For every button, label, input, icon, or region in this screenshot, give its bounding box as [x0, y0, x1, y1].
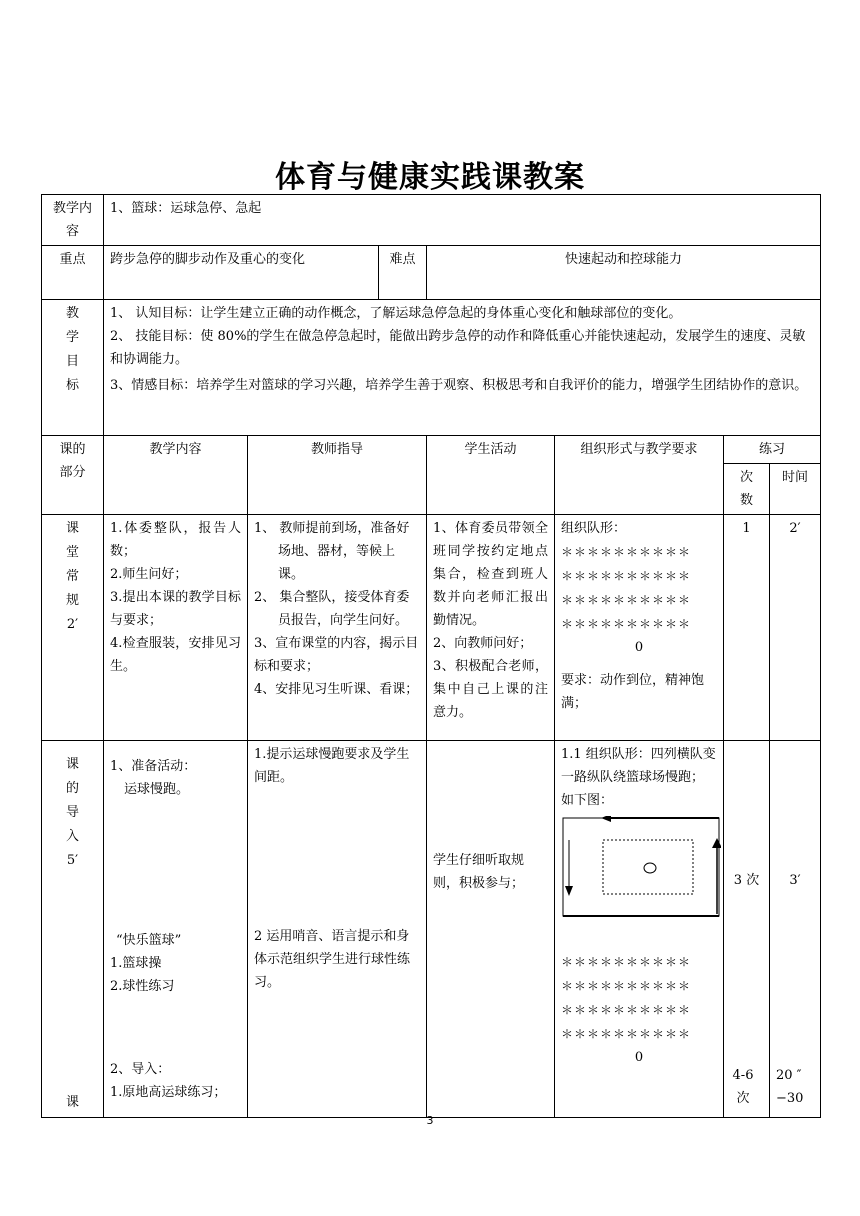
next-section-label: 课: [65, 1095, 79, 1110]
intro-row: [42, 741, 821, 1118]
list-item: 1.篮球操: [110, 956, 162, 971]
list-item: 3.提出本课的教学目标与要求；: [110, 590, 241, 628]
header-content: 教学内容: [104, 436, 248, 515]
count-value: 4-6次: [732, 1068, 754, 1106]
teacher-position-mark: 0: [634, 1050, 644, 1065]
page-number: 3: [426, 1114, 434, 1127]
routine-label: [42, 515, 104, 741]
header-org: 组织形式与教学要求: [555, 436, 724, 515]
requirement-text: 要求：动作到位，精神饱满；: [561, 673, 705, 711]
key-label: 重点: [42, 246, 104, 300]
header-teacher: 教师指导: [248, 436, 427, 515]
formation-row: ＊＊＊＊＊＊＊＊＊＊: [561, 979, 692, 993]
teacher-position-mark: 0: [634, 640, 644, 655]
intro-student: [427, 741, 555, 1118]
header-student: 学生活动: [427, 436, 555, 515]
goals-label: [42, 300, 104, 436]
list-item: 2.球性练习: [110, 979, 175, 994]
center-area: [603, 840, 693, 894]
time-value: 20 ″−30: [776, 1068, 804, 1106]
arrow-head-icon: [565, 886, 573, 896]
diagram-caption: 如下图：: [561, 793, 614, 808]
key-text: 跨步急停的脚步动作及重心的变化: [104, 246, 379, 300]
list-item: 3、宣布课堂的内容，揭示目标和要求；: [254, 636, 419, 674]
header-time: 时间: [770, 464, 821, 515]
page-title: 体育与健康实践课教案: [275, 160, 585, 195]
formation-row: ＊＊＊＊＊＊＊＊＊＊: [561, 545, 692, 559]
arrow-head-icon: [712, 838, 721, 848]
header-part: [42, 436, 104, 515]
list-item: 3、积极配合老师，集中自己上课的注意力。: [433, 659, 548, 720]
routine-label-text: 课堂常规2′: [65, 521, 79, 632]
student-activity: 学生仔细听取规则，积极参与；: [433, 853, 525, 891]
formation-row: ＊＊＊＊＊＊＊＊＊＊: [561, 955, 692, 969]
ball-icon: [644, 863, 656, 873]
intro-label-text: 课的导入5′: [65, 757, 79, 868]
lesson-plan-table: [41, 194, 821, 1118]
content-text: 1、篮球：运球急停、急起: [104, 195, 821, 246]
header-count-text: 次数: [739, 470, 753, 508]
list-item: 4、安排见习生听课、看课；: [254, 682, 419, 697]
list-item: 1、 教师提前到场，准备好场地、器材，等候上课。: [254, 521, 410, 582]
header-count: [724, 464, 770, 515]
key-difficulty-row: [42, 246, 821, 300]
difficulty-text: 快速起动和控球能力: [427, 246, 821, 300]
court-outline: [563, 818, 719, 916]
list-item: 1.体委整队，报告人数；: [110, 521, 241, 559]
routine-student: [427, 515, 555, 741]
goals-row: [42, 300, 821, 436]
count-value: 3 次: [733, 873, 760, 888]
list-item: “快乐篮球”: [116, 933, 182, 948]
content-row: [42, 195, 821, 246]
intro-content: [104, 741, 248, 1118]
formation-row: ＊＊＊＊＊＊＊＊＊＊: [561, 1003, 692, 1017]
intro-label: [42, 741, 104, 1118]
time-value: 3′: [789, 873, 801, 888]
list-item: 4.检查服装，安排见习生。: [110, 636, 241, 674]
difficulty-label: 难点: [379, 246, 427, 300]
routine-org: [555, 515, 724, 741]
routine-teacher: [248, 515, 427, 741]
formation-row: ＊＊＊＊＊＊＊＊＊＊: [561, 617, 692, 631]
routine-content: [104, 515, 248, 741]
intro-time: [770, 741, 821, 1118]
intro-count: [724, 741, 770, 1118]
formation-title: 1.1 组织队形：四列横队变一路纵队绕篮球场慢跑；: [561, 747, 716, 785]
goal-item: 3、情感目标：培养学生对篮球的学习兴趣，培养学生善于观察、积极思考和自我评价的能力，增强学生团结协作的意识。: [110, 378, 808, 393]
court-running-diagram: [561, 816, 721, 920]
routine-row: [42, 515, 821, 741]
formation-title: 组织队形：: [561, 521, 627, 536]
list-item: 2、 集合整队，接受体育委员报告，向学生问好。: [254, 590, 410, 628]
teacher-guidance: 1.提示运球慢跑要求及学生间距。: [254, 747, 410, 785]
formation-row: ＊＊＊＊＊＊＊＊＊＊: [561, 569, 692, 583]
intro-org: [555, 741, 724, 1118]
list-item: 2、导入：: [110, 1062, 171, 1077]
header-part-text: 课的部分: [59, 442, 86, 480]
intro-teacher: [248, 741, 427, 1118]
formation-row: ＊＊＊＊＊＊＊＊＊＊: [561, 1027, 692, 1041]
goal-item: 1、 认知目标：让学生建立正确的动作概念，了解运球急停急起的身体重心变化和触球部位的变化。: [110, 306, 682, 321]
header-row-1: [42, 436, 821, 464]
list-item: 2.师生问好；: [110, 567, 188, 582]
teacher-guidance: 2 运用哨音、语言提示和身体示范组织学生进行球性练习。: [254, 929, 411, 990]
routine-time: 2′: [770, 515, 821, 741]
list-item: 2、向教师问好；: [433, 636, 533, 651]
goals-text: [104, 300, 821, 436]
routine-count: 1: [724, 515, 770, 741]
goals-label-text: 教学目标: [65, 306, 79, 393]
arrow-head-icon: [601, 816, 611, 822]
goal-item: 2、 技能目标：使 80%的学生在做急停急起时，能做出跨步急停的动作和降低重心并能快速起动，发展学生的速度、灵敏和协调能力。: [110, 329, 806, 367]
formation-row: ＊＊＊＊＊＊＊＊＊＊: [561, 593, 692, 607]
list-item: 运球慢跑。: [124, 782, 190, 797]
header-practice: 练习: [724, 436, 821, 464]
list-item: 1.原地高运球练习；: [110, 1085, 227, 1100]
list-item: 1、体育委员带领全班同学按约定地点集合，检查到班人数并向老师汇报出勤情况。: [433, 521, 548, 628]
content-label: 教学内容: [42, 195, 104, 246]
list-item: 1、准备活动：: [110, 759, 197, 774]
